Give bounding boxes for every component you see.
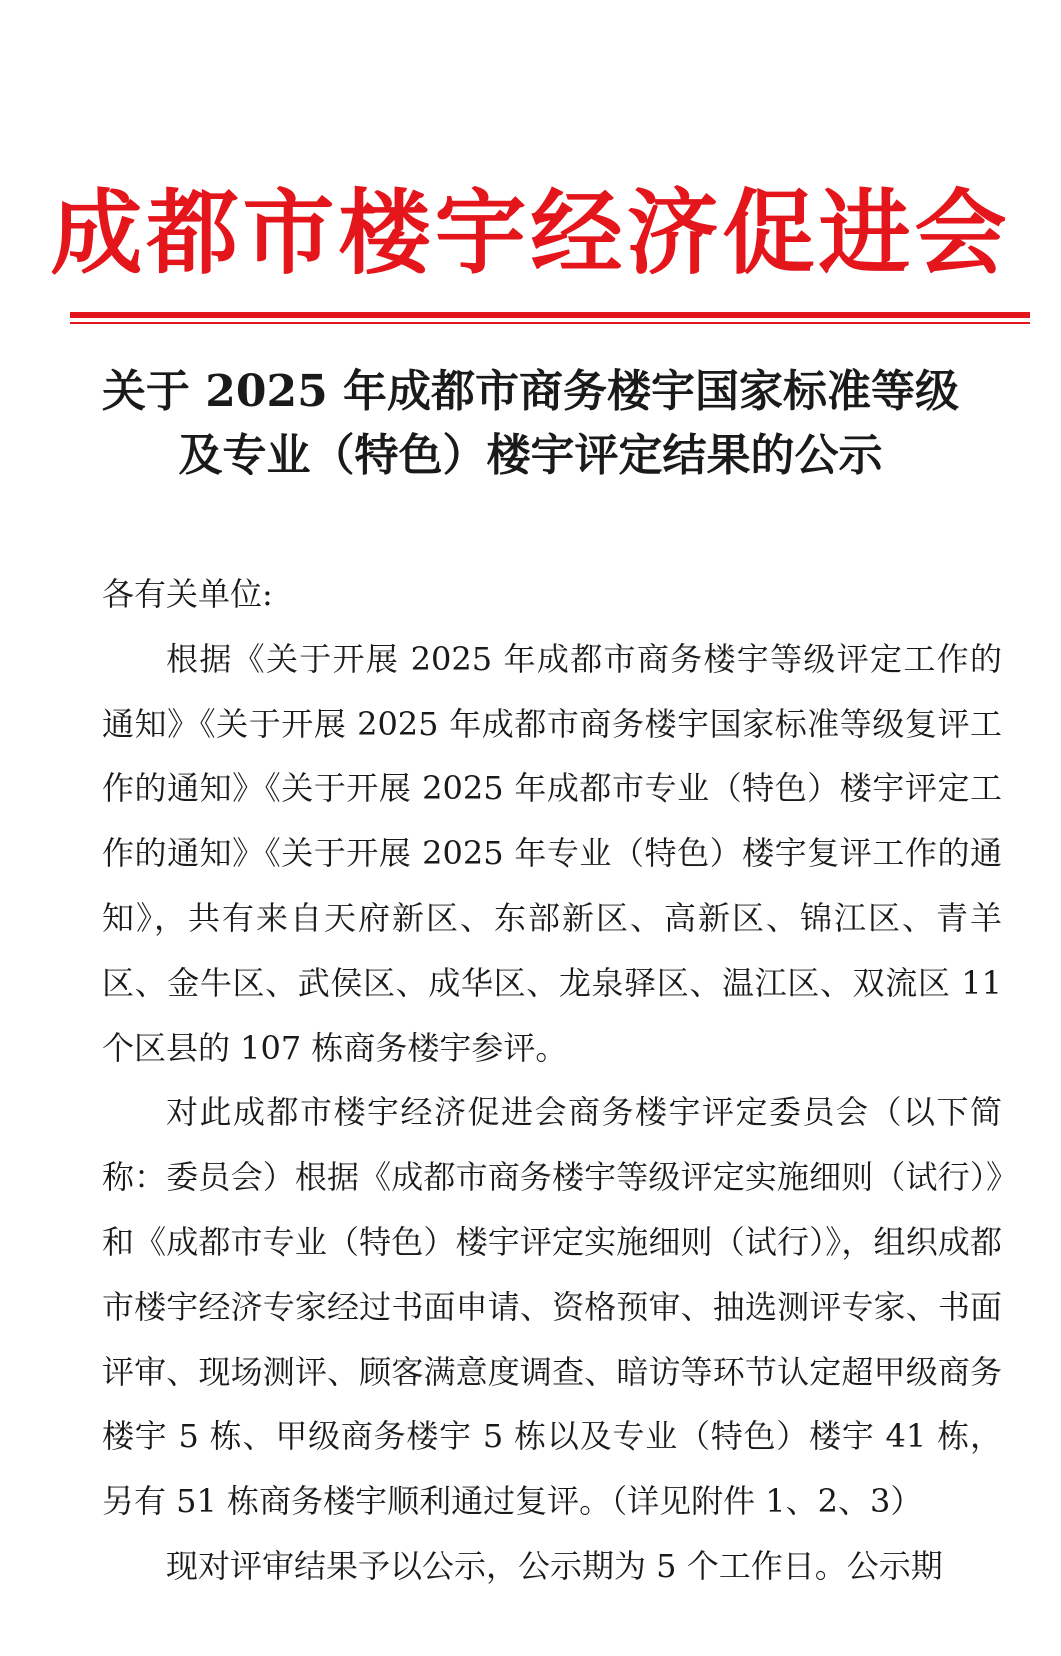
document-title-line-2: 及专业（特色）楼宇评定结果的公示 bbox=[178, 430, 883, 481]
document-title-line-1: 关于 2025 年成都市商务楼宇国家标准等级 bbox=[101, 366, 960, 417]
letterhead-org-name: 成都市楼宇经济促进会 bbox=[50, 179, 1011, 287]
document-title bbox=[0, 360, 1061, 488]
body-paragraph-1: 根据《关于开展 2025 年成都市商务楼宇等级评定工作的通知》《关于开展 2025 年成都市商务楼宇国家标准等级复评工作的通知》《关于开展 2025 年成都市专业（特色）楼宇评定工作的通知》《关于开展 2025 年专业（特色）楼宇复评工作的通知》，共有来自天府新区、东部新区、高新区、锦江区、青羊区、金牛区、武侯区、成华区、龙泉驿区、温江区、双流区 11 个区县的 107 栋商务楼宇参评。 bbox=[102, 639, 1002, 1067]
letterhead-red-rule bbox=[70, 312, 1030, 318]
document-body bbox=[102, 562, 1002, 1599]
letterhead-red-rule-thin bbox=[70, 322, 1030, 324]
body-paragraph-2: 对此成都市楼宇经济促进会商务楼宇评定委员会（以下简称：委员会）根据《成都市商务楼宇等级评定实施细则（试行）》和《成都市专业（特色）楼宇评定实施细则（试行）》，组织成都市楼宇经济专家经过书面申请、资格预审、抽选测评专家、书面评审、现场测评、顾客满意度调查、暗访等环节认定超甲级商务楼宇 5 栋、甲级商务楼宇 5 栋以及专业（特色）楼宇 41 栋，另有 51 栋商务楼宇顺利通过复评。（详见附件 1、2、3） bbox=[102, 1093, 1002, 1521]
salutation: 各有关单位: bbox=[102, 575, 273, 613]
body-paragraph-3: 现对评审结果予以公示，公示期为 5 个工作日。公示期 bbox=[166, 1546, 943, 1585]
